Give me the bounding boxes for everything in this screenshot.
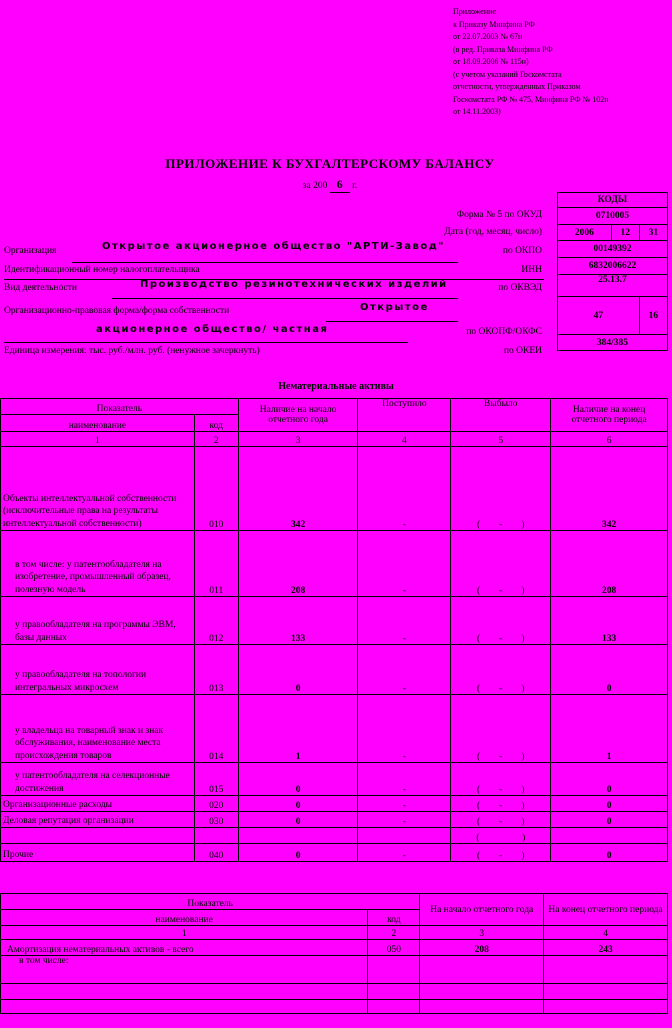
okei-code: 384/385 (558, 335, 668, 351)
inn-code: 6832006622 (558, 258, 668, 275)
col-number: 6 (551, 432, 668, 447)
okud-code: 0710005 (558, 208, 668, 225)
amort-empty-cell (1, 984, 368, 1000)
amort-empty-cell (420, 1000, 544, 1014)
amort-row-name: в том числе: (1, 956, 368, 984)
amort-empty-cell (368, 984, 420, 1000)
row-end: 0 (551, 645, 668, 695)
row-received: - (358, 812, 451, 828)
approval-line: от 14.11.2003) (453, 107, 501, 116)
row-code: 040 (194, 844, 238, 862)
row-disposed: ( - ) (451, 812, 551, 828)
amort-row-start: 208 (420, 940, 544, 956)
row-name: Прочие (1, 844, 195, 862)
row-start: 1 (238, 695, 358, 763)
period-prefix: за 200 (302, 181, 328, 191)
amort-empty-cell (1, 1000, 368, 1014)
codes-box (557, 192, 668, 351)
row-disposed: ( - ) (451, 531, 551, 597)
amort-empty-cell (368, 1000, 420, 1014)
row-start: 0 (238, 812, 358, 828)
header-end: Наличие на конец отчетного периода (551, 399, 668, 432)
table-row (1, 695, 668, 763)
row-received: - (358, 531, 451, 597)
header-start: Наличие на начало отчетного года (238, 399, 358, 432)
period-suffix: г. (352, 181, 358, 191)
row-start: 342 (238, 447, 358, 531)
legal-form-underline-2 (4, 342, 408, 343)
row-end: 0 (551, 812, 668, 828)
row-code: 012 (194, 597, 238, 645)
row-end: 133 (551, 597, 668, 645)
row-received (358, 828, 451, 844)
date-label: Дата (год, месяц, число) (444, 227, 542, 237)
row-code: 013 (194, 645, 238, 695)
date-day: 31 (639, 225, 667, 241)
header-name: наименование (1, 415, 195, 432)
row-received: - (358, 763, 451, 796)
legal-form-value-2: акционерное общество/ частная (96, 324, 329, 335)
inn-code-label: ИНН (521, 265, 542, 275)
row-received: - (358, 695, 451, 763)
header-indicator: Показатель (1, 399, 239, 415)
row-received: - (358, 796, 451, 812)
approval-line: отчетности, утвержденных Приказом (453, 82, 581, 91)
table-row (1, 447, 668, 531)
amort-header-end: На конец отчетного периода (544, 894, 668, 926)
row-name: Организационные расходы (1, 796, 195, 812)
amort-row-code (368, 956, 420, 984)
org-value: Открытое акционерное общество "АРТИ-Завод" (102, 241, 445, 252)
header-received: Поступило (358, 399, 451, 432)
row-disposed: ( - ) (451, 645, 551, 695)
row-disposed: ( - ) (451, 844, 551, 862)
row-code: 010 (194, 447, 238, 531)
row-disposed: ( - ) (451, 695, 551, 763)
amort-row-name: Амортизация нематериальных активов - всего (1, 940, 368, 956)
okfs-code: 16 (639, 297, 667, 335)
amort-col-number: 2 (368, 926, 420, 940)
legal-form-value-1: Открытое (360, 302, 429, 313)
amort-row-end (544, 956, 668, 984)
table-row (1, 812, 668, 828)
row-disposed: ( - ) (451, 447, 551, 531)
row-code: 014 (194, 695, 238, 763)
legal-form-label: Организационно-правовая форма/форма собственности (4, 306, 230, 316)
period-line (0, 177, 660, 193)
row-received: - (358, 597, 451, 645)
okopf-label: по ОКОПФ/ОКФС (466, 327, 542, 337)
row-start: 0 (238, 844, 358, 862)
unit-label: Единица измерения: тыс. руб./млн. руб. (ненужное зачеркнуть) (4, 346, 260, 356)
table-row (1, 645, 668, 695)
row-start: 0 (238, 763, 358, 796)
okved-label: по ОКВЭД (498, 283, 542, 293)
approval-line: от 22.07.2003 № 67н (453, 32, 523, 41)
approval-note (453, 6, 668, 119)
activity-value: Производство резинотехнических изделий (140, 279, 448, 290)
inn-label: Идентификационный номер налогоплательщика (4, 265, 200, 275)
col-number: 5 (451, 432, 551, 447)
section-title: Нематериальные активы (278, 381, 394, 392)
row-name: в том числе: у патентообладателя на изобретение, промышленный образец, полезную модель (1, 531, 195, 597)
amort-col-number: 1 (1, 926, 368, 940)
row-name: у правообладателя на топологии интегральных микросхем (1, 645, 195, 695)
header-code: код (194, 415, 238, 432)
amort-header-indicator: Показатель (1, 894, 420, 910)
period-value: 6 (330, 177, 350, 193)
row-code: 011 (194, 531, 238, 597)
row-disposed: ( - ) (451, 796, 551, 812)
approval-line: Госкомстата РФ № 475, Минфина РФ № 102н (453, 94, 609, 104)
legal-form-underline-1 (326, 321, 458, 322)
amort-row-start (420, 956, 544, 984)
okopf-code: 47 (558, 297, 640, 335)
table-row (1, 940, 668, 956)
table-row (1, 796, 668, 812)
table-row (1, 828, 668, 844)
col-number: 2 (194, 432, 238, 447)
okved-code: 25.13.7 (558, 275, 668, 297)
amort-header-name: наименование (1, 910, 368, 926)
row-name: у владельца на товарный знак и знак обслуживания, наименование места происхождения товаров (1, 695, 195, 763)
amort-empty-cell (544, 1000, 668, 1014)
col-number: 4 (358, 432, 451, 447)
row-start: 208 (238, 531, 358, 597)
amort-header-code: код (368, 910, 420, 926)
amort-col-number: 4 (544, 926, 668, 940)
row-disposed: ( - ) (451, 597, 551, 645)
row-end: 0 (551, 796, 668, 812)
codes-caption: КОДЫ (558, 193, 668, 208)
approval-line: (в ред. Приказа Минфина РФ (453, 44, 553, 54)
okpo-code: 00149392 (558, 241, 668, 258)
row-name: Объекты интеллектуальной собственности (исключительные права на результаты интеллектуальной собственности) (1, 447, 195, 531)
row-received: - (358, 645, 451, 695)
row-start: 133 (238, 597, 358, 645)
row-end: 0 (551, 763, 668, 796)
date-month: 12 (611, 225, 639, 241)
row-code: 015 (194, 763, 238, 796)
document-title: ПРИЛОЖЕНИЕ К БУХГАЛТЕРСКОМУ БАЛАНСУ (165, 156, 495, 171)
table-row (1, 763, 668, 796)
amort-row-end: 243 (544, 940, 668, 956)
form-label: Форма № 5 по ОКУД (456, 210, 542, 220)
activity-underline (112, 298, 458, 299)
table-row (1, 597, 668, 645)
activity-label: Вид деятельности (4, 283, 78, 293)
row-code (194, 828, 238, 844)
table-row (1, 844, 668, 862)
amort-col-number: 3 (420, 926, 544, 940)
row-code: 020 (194, 796, 238, 812)
amort-empty-cell (420, 984, 544, 1000)
approval-line: к Приказу Минфина РФ (453, 19, 535, 29)
col-number: 1 (1, 432, 195, 447)
amort-empty-cell (544, 984, 668, 1000)
row-end (551, 828, 668, 844)
table-row (1, 956, 668, 984)
table-row (1, 1000, 668, 1014)
header-disposed: Выбыло (451, 399, 551, 432)
amort-header-start: На начало отчетного года (420, 894, 544, 926)
amortization-table (0, 893, 668, 1014)
amort-row-code: 050 (368, 940, 420, 956)
row-received: - (358, 844, 451, 862)
approval-line: Приложение (453, 7, 496, 16)
approval-line: от 18.09.2006 № 115н) (453, 57, 529, 66)
row-name (1, 828, 195, 844)
row-name: Деловая репутация организации (1, 812, 195, 828)
row-end: 1 (551, 695, 668, 763)
row-start: 0 (238, 796, 358, 812)
org-label: Организация (4, 246, 57, 256)
row-received: - (358, 447, 451, 531)
table-row (1, 984, 668, 1000)
row-end: 342 (551, 447, 668, 531)
approval-line: (с учетом указаний Госкомстата (453, 69, 562, 79)
row-disposed: ( - ) (451, 763, 551, 796)
row-disposed: ( ) (451, 828, 551, 844)
row-end: 208 (551, 531, 668, 597)
col-number: 3 (238, 432, 358, 447)
row-start: 0 (238, 645, 358, 695)
row-end: 0 (551, 844, 668, 862)
intangibles-table (0, 398, 668, 862)
row-start (238, 828, 358, 844)
row-code: 030 (194, 812, 238, 828)
okei-label: по ОКЕИ (503, 346, 542, 356)
table-row (1, 531, 668, 597)
okpo-label: по ОКПО (502, 246, 542, 256)
org-underline (72, 262, 458, 263)
date-year: 2006 (558, 225, 612, 241)
row-name: у правообладателя на программы ЭВМ, базы данных (1, 597, 195, 645)
row-name: у патентообладателя на селекционные достижения (1, 763, 195, 796)
